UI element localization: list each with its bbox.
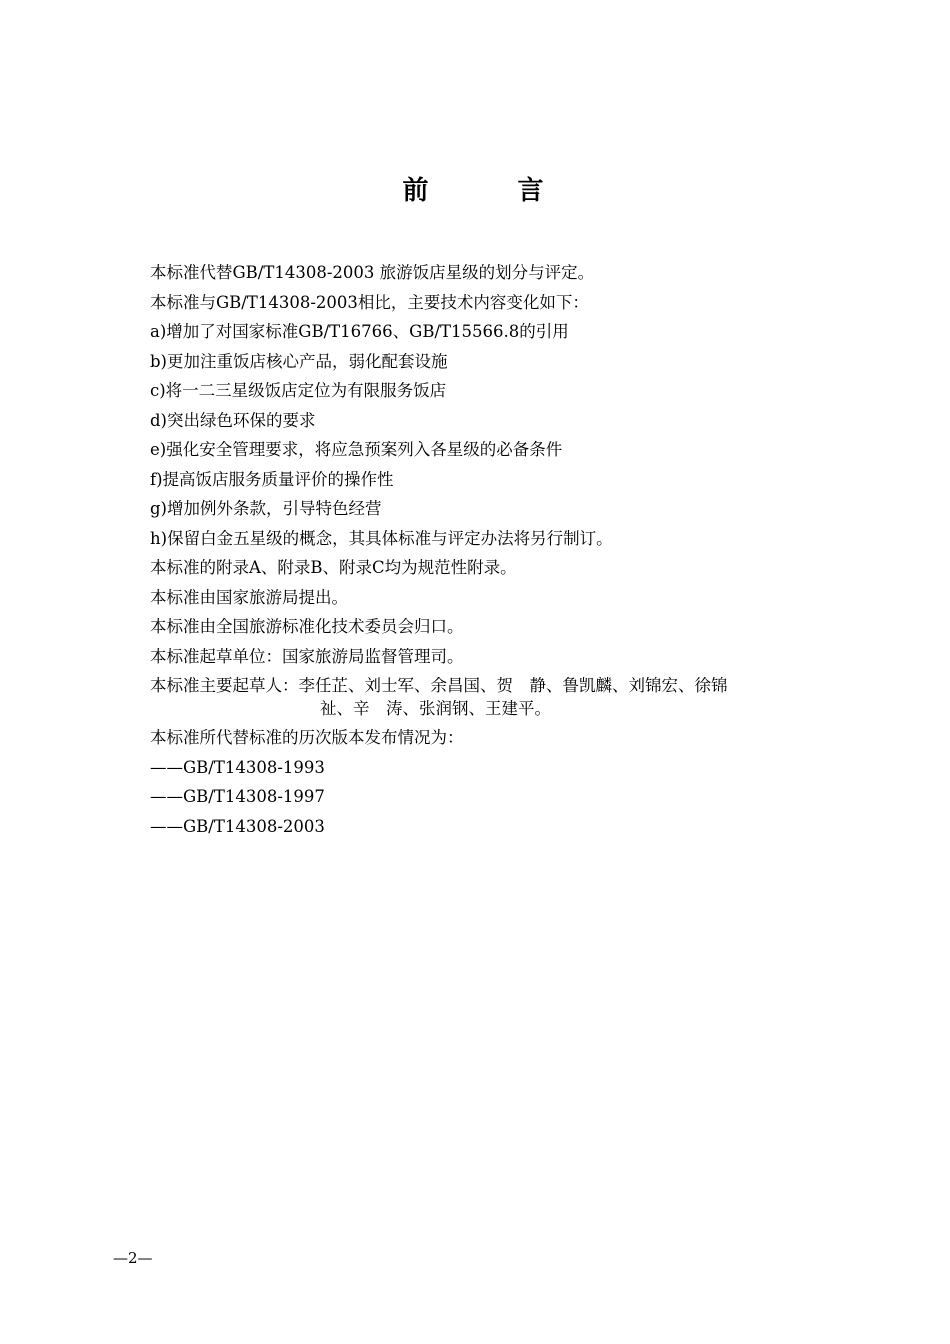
paragraph-line: 本标准代替GB/T14308-2003 旅游饭店星级的划分与评定。 <box>150 263 595 282</box>
list-item: h)保留白金五星级的概念，其具体标准与评定办法将另行制订。 <box>150 528 613 548</box>
version-item: ——GB/T14308-1993 <box>150 757 325 777</box>
paragraph-line: 本标准由国家旅游局提出。 <box>150 587 348 607</box>
paragraph-continuation: 祉、辛 涛、张润钢、王建平。 <box>320 698 551 718</box>
page-number: —2— <box>113 1249 153 1267</box>
paragraph-line: 本标准起草单位：国家旅游局监督管理司。 <box>150 646 464 666</box>
document-body <box>150 258 850 841</box>
list-item: e)强化安全管理要求，将应急预案列入各星级的必备条件 <box>150 440 563 459</box>
list-item: d)突出绿色环保的要求 <box>150 410 316 430</box>
paragraph-line: 本标准主要起草人：李任芷、刘士军、余昌国、贺 静、鲁凯麟、刘锦宏、徐锦 <box>150 676 728 695</box>
paragraph-line: 本标准由全国旅游标准化技术委员会归口。 <box>150 617 464 636</box>
version-item: ——GB/T14308-1997 <box>150 787 325 806</box>
list-item: a)增加了对国家标准GB/T16766、GB/T15566.8的引用 <box>150 322 569 341</box>
paragraph-line: 本标准与GB/T14308-2003相比，主要技术内容变化如下： <box>150 292 589 312</box>
list-item: b)更加注重饭店核心产品，弱化配套设施 <box>150 351 448 371</box>
paragraph-line: 本标准的附录A、附录B、附录C均为规范性附录。 <box>150 558 517 577</box>
paragraph-line: 本标准所代替标准的历次版本发布情况为： <box>150 728 464 747</box>
list-item: g)增加例外条款，引导特色经营 <box>150 499 382 518</box>
page-title: 前 言 <box>402 176 584 206</box>
list-item: f)提高饭店服务质量评价的操作性 <box>150 469 394 489</box>
version-item: ——GB/T14308-2003 <box>150 816 325 836</box>
list-item: c)将一二三星级饭店定位为有限服务饭店 <box>150 381 447 400</box>
